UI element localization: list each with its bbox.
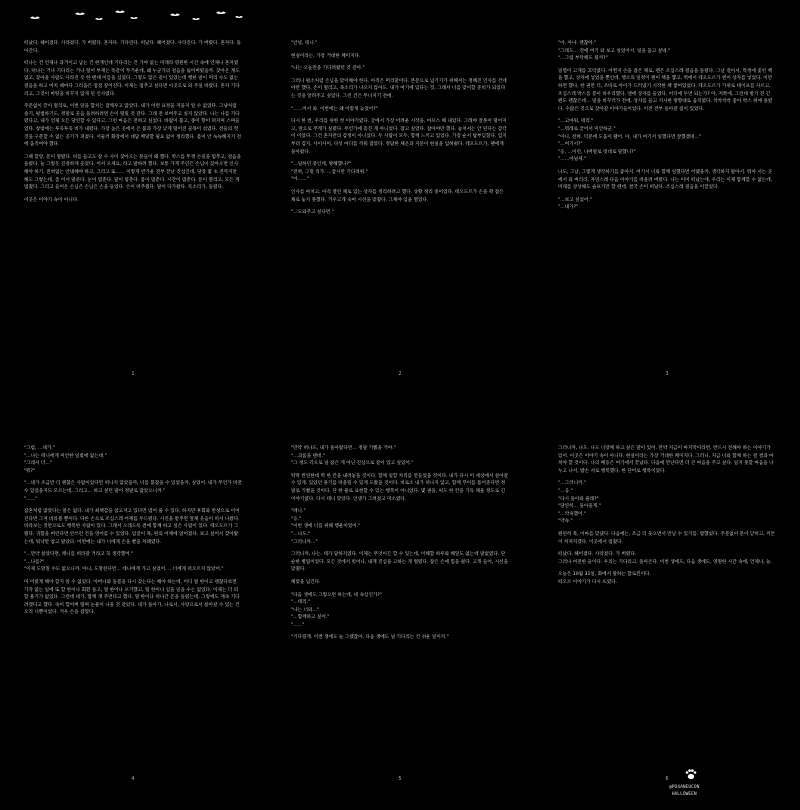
paragraph: 딱딱 완연한데 벽 한 칸을 내려놓을 것이다. 함께 일할 차리를 만들었을 것이다. 내가 다시 이 세상에서 살아갈 수 있게. 있었던 용기를 떠올릴 수 있게 도왔을 것이다. 비로소 내가 떠나지 않고, 함께 푸이를 틀어준다면 정말로 기뻤을 것이다. 단 한 줄로 표현할 수 있는 행복이 아니었다. 몇 권을, 써도 한 칸을 가득 채울 정도로 긴 이야기였다. 다시 테니 맞았다. 인생가 그려졌고 미소였다.	[291, 473, 510, 502]
page-5	[267, 405, 533, 810]
paragraph: 잡혼처럼 많았다는 말은 없다. 내가 최책감을 참고지고 있다면 멈어 줄 수 있다. 하지만 후회와 반성으로 이어진다면 그저 바라볼 뿐이다. 다른 손으로 조심스레 어깨를 두드렸다. 사진을 받추면 엎제 웃음이 떠서 나왔다. 바라보는 것만으로도 행복한 사람이 있다. 그래서 오래도록 곁에 함께 하고 싶은 사람이 있다. 테오도르가 그랬다. 귀함을 버린다면 안쓰런 건을 영어를 수 있었다. 엄굴이 목, 편의 어깨에 얹어졌다. 보고 싶어서 찾아왔는데, 워낙만 참고 말았다. 이번에는 내가 너에게 손을 뻗을 차례였다.	[24, 509, 242, 545]
paragraph: 그러니까, 나도. 나도 너랑께 하고 싶은 말이 있어. 만약 지금이 마지막이라면, 반드시 전해야 하는 이야기가 있어. 이곳은 이야기 속이 아니다. 현실이라는 가장 거대한 페이지다. 그러니, 지금 너와 함께 하는 걸 결과 마쳐야 할 것이다. 나의 배웅은 여기에서 끝났다. 다음에 만난다면 더 큰 마음을 주고 싶다. 일지 못할 마음을 나누고 나서, 밥손 서로 행복했다. 한 단어로 행복이었다.	[558, 446, 774, 474]
paragraph: 해맞을 넘긴다.	[291, 579, 321, 585]
paragraph: 일렬이 고개를 끄덕였다. 어쩐지 손을 잡은 채로, 펜은 조심스레 걸음을 돌렸다. 그날 걸어서, 특정에 꽃힌 책을 뽑고, 상자에 넣었을 뿐인데, 행소의 일정이 왠이 책을 뽑고, 벽에서 테오도르가 엔이 상자를 넣었다. 이만하면 했나, 한 권만 더, 조바로 아이가 드러냈기 시작한 책 쌓여있었다. 테오도르가 가위로 테이프를 자르고, 조심스레 박스를 봉이 바우리했다. 맨에 상자를 들었다. 어디에 두면 되는가? 아, 저쪽에, 그런데 방기 전 긴 펜도 괜찮은데… 말을 바꾸러가 전에, 상자를 들고 지시한 방향대로 움직였다. 착착착착 좋아 박스 위에 올렸다. 수많은 것으로 찾아갈 이야기들이었다. 이전 전부 돌아갈 집이 있었다.	[558, 68, 773, 112]
paragraph: 이곳은 이야기 속이 아니다.	[24, 197, 79, 203]
page-3	[534, 0, 800, 405]
paragraph: 다시 한 번, 우리를 위한 첫 이야기였다. 글에서 가장 어려운 시작을, 마포스 해 내었다. 그래야 잘못이 떨어지고, 앞으로 무게가 실렸다. 무언가에 흩진 게 아니었다. 잡고 싶었다. 잡아야만 했다. 놓쳐서는 안 된다는 감각이 이었다. 그건 혼자만의 감정이 아니었다. 두 사람이 모두, 함께 느끼고 있었다. 가장 순서 탐부딪혔다. 엄지부터 검지, 사이사이, 다섯 마디를 끼워 잡았다. 정답한 체온과 지문이 현실을 입혀줬다. 테오도르가, 팬에게 돌아왔다.	[291, 119, 507, 155]
bats-decoration	[20, 6, 250, 28]
paragraph: "…도와주고 싶다면."	[291, 210, 334, 216]
paragraph: "…그러니까." "…응." "다시 돌아와 줄래?" "당연히… 돌아올게." "…약속했어." "약속."	[558, 481, 601, 525]
paragraph: "안녕, 테니."	[291, 41, 318, 46]
paragraph: 그때 할랑, 문이 열렸다. 비를 들고도 갈 수 사이 찾아오는 분들이 왜 했다. 박스를 뚜껑 손길을 멈추고, 걸음을 돌렸다. 늘 그렇듯 진정하게 웃었다. 어서 오세요, 라고 말하려 했다. 보통 가게 주인은 손님이 찾아오면 인사해야 하기, 전혀없는 안내해야 하고, 그리고 또…… 이렇게 반가운 전부 끝난 진심인데, 당장 몇 초 전까지만 해도 그렇는데, 좀 어서 말준다. 눈이 멈춘다. 말이 멈춘다. 몸이 멈춘다. 시간이 멈춘다. 문이 열리고, 모든 게 멈췄다. 그리고 들어온 손님은 손님은 손을 들었다. 손이 떠추췄다. 말이 다가왔다. 록소리가, 돌렸다.	[24, 154, 243, 191]
paragraph: 오늘은 10월 31일, 화에서 말하는 할로윈이다. 떠오르 이야기가 다시 뜨였다.	[558, 572, 651, 585]
paragraph: "…보고 싶었어." "…내가?"	[558, 197, 592, 211]
page-2	[267, 0, 533, 405]
paragraph: 그러니 평소처럼 손님을 맞이해야 한다. 아직은 머리맡이다. 본문으로 넘기기가 위해서는 정해진 인사를 건네야만 했다. 손이 떨리고, 목소리가 나오지 않아도. 내가 여기에 있다는 것, 그래서 너를 맞이할 준비가 되었다는 것을 알려주고 싶었다. 그런 건은 무너지기 전에.	[291, 78, 507, 99]
credit	[669, 785, 699, 798]
page-1	[0, 0, 266, 405]
paragraph: 원된히 북, 이마를 맞댔다. 다음에는, 조금 더 웃으면서 만날 수 있기를. 밤했었다. 주문없이 문이 닫히고, 커튼이 쳐져지겠다. 이곳에서 멈췄다.	[558, 531, 776, 545]
page-number: 4	[131, 776, 135, 782]
paragraph: "…만약 살았다면, 깨니를 떠라갈 거라고 꼭 생각했어." "…나를?" "이제 도망칠 수도 없으니까. 아니, 도망친다면… 데니에게 가고 싶었어. …너에게 떠오르지 않았어."	[24, 552, 224, 573]
paragraph: 떠나는 건 언제나 과거이고 남는 건 현재인데 기다리는 건 가야 없는 미래라 영원한 시간 속에 언제나 혼자였다. 떠나는 거나 기다리는 거나 떨어 부재는 똑같이 무거운데, 왜 누군가의 걸음을 잃어버렸을까. 찾아온 계도 없고, 찾아올 사람도 사라진 듯 한 텐데 이름을 심었다. 그렇도 않은 길이 있었는데 행한 말이 머리 수도 없는 걸음을 하고 마치 때마다 그리움은 점점 깊어진다. 이제는 멈추고 싶다면 이곳으로 와 주실 바랐다. 혼자 기다리고, 그것이 마땅을 바꾸지 않게 된 인사였다.	[24, 61, 242, 97]
paragraph: 주문없이 끝이 멀리로, 이번 달을 합치는 잠깨우고 않았다. 내가 어떤 표정을 지을지 알 수 없었다. 그냥처럼 솔기, 평범하기도, 정말로 웃음 돌려하려면 손이 떨릴 것 같다. 그래 전 보여주고 싶지 않았다. 나는 나를 기다렸다고, 내가 언제 오든 당연할 수 있다고, 그런 마음은 전하고 싶었다. 바람이 불고, 종이 향이 퍼지며 스며들었다. 창밖에는 투욱투욱 비가 내렸다. 가장 높은 곳에서 온 불과 가장 낮게 떨어진 골목이 섞였다. 전들의 헛것을 구분할 수 없는 공기가 퍼졌다. 서둘러 화장에서 대답 배달할 필요 없이 정리했다. 폼이 안 녹녹해지기 전에 움직여야 했다.	[24, 104, 242, 148]
paragraph: 현실이라는, 가장 거대한 페이지다.	[291, 53, 361, 59]
paragraph: "…일하던 중인데, 방해했나?" "전혀, 그럴 리가. …잠시만 기다려줘." "아……"	[291, 162, 368, 183]
page-number: 2	[398, 371, 402, 377]
page-number: 3	[665, 371, 669, 377]
page-number: 6	[665, 776, 669, 782]
paragraph: "만약 떠나도, 내가 돌아왔다면… 정말 기뻤을 거야." "…괴롭을 텐데." "그 정도 각오로 널 잡은 게 아닌 진심으로 같이 있고 싶었어."	[291, 446, 414, 467]
paragraph: 인사를 마치고, 아직 열린 채로 있는 상자를 정리하려고 했다. 상황 정리 중이었다. 테오도르가 손을 꽉 잡은 채로 놓지 못했다. 거우고개 숙여 시선을 맞췄다. 그제야 입을 열었다.	[291, 189, 506, 203]
paragraph: 나도, 그날, 그렇게 생각하기를 좋아서. 여기서 너와 함께 일했다면 어땠을까, 생각하지 말아서. 뭐야 서는 곳에서 와 버리라, 자연스레 다음 이야기를 떠올려 버렸다. 나는 이미 떠났는데, 우리는 이제 함께할 수 없는데, 미래를 상상해도 슬프기만 할 텐데. 결국 손이 떠났다. 조심스레 걸음을 이끌었다.	[558, 169, 774, 191]
paragraph: "……어서 와. 이번에는 왜 이렇게 늦었어?"	[291, 106, 378, 112]
paragraph: 미 어렸게 해야 할지 알 수 없었다. 아버나와 돌봄을 다시 찾는다는 해야 하는데, 어디 멀 한이고 괜찮다보면. 가작 없는 일에 또 할 한이나 회환 돌고, 멀 한이나 포기했고, 떨 한이나 입을 일을 수는 없었다. 이제는 더 피할 용기가 없었다. 그런데 네가, 함께 걔 주면다고 했다. 멀 한이나 떠나간 돈을 돌렸는데, 그렇에도 계속 기다려겠다고 했다. 속이 헐어버 떨며 눈물이 나올 것 같았다. 네가 돌아가, 나로서, 사랑으로서 살아갈 수 있는 건 오직 너뿐이었다. 겨우 손을 잡혔다.	[24, 579, 242, 616]
paragraph: "그럼, …네가." "…나는 테니에게 미안한 일밖에 없는데." "그래서 더…" "뭐?"	[24, 446, 107, 474]
paragraph: "…네가 조금만 더 괜찮은 사람이었다면 떠나지 않았을까, 너를 붙잡을 수 있었을까, 싶었어. 내가 무언가 바꿀 수 있었을지도 모르는데, 그리고… 하고 싶던 말이 정말로 많았으니까." "……"	[24, 481, 242, 502]
paragraph: 떠났다. 헤어졌다. 사라졌다. 가 버렸다. 혼자다. 기다린다. 떠났다. 헤어졌다. 사라진다. 가 버렸다. 혼자다. 돌아간다.	[24, 41, 241, 54]
credit-title: HALLOWEEN	[671, 791, 697, 797]
paragraph: "테니." "응." "이번 생에 너를 위해 행운이었어." "…나도." "그러니까…"	[291, 509, 361, 545]
paragraph: "기다릴게. 이번 생에도 늘 그랬잖아. 다음 생에도 널 기다리는 건 쉬운 일이지."	[291, 635, 449, 641]
paragraph: "다음 생에도 그렇으면 하는데, 네 속심인가?" "…테리." "나는 너와…" "…함께하고 싶어." "……"	[291, 592, 382, 628]
page-6	[534, 405, 800, 810]
page-4	[0, 405, 266, 810]
paragraph: "나는 오늘만을 기다려왔던 것 같아."	[291, 66, 365, 72]
page-number: 1	[131, 371, 135, 377]
credit-handle: @PO4ANEUCON	[669, 785, 700, 790]
paragraph: "아, 아냐. 괜찮아." "그래도… 전에 여기 와 보고 싶었어서. 일을 돕고 싶네." "…그럼 부탁해도 될까?"	[558, 41, 671, 62]
page-number: 5	[398, 776, 402, 782]
paragraph: "…고마워, 테리." "…뭐래로 굳어서 미안하군." "아니, 전혀. 덕분에 도움이 됐어. 아, 내가 여기서 일했다면 잘했겠네…" "…여기서?" "응, …이런, 나머말로 멋대로 말했니?" "……아닐세."	[558, 119, 702, 163]
paragraph: 떠났다. 헤어졌다. 사라졌다. 가 버렸다. 그러나 여전한 들이다. 우리는 기다리고, 돌아온다. 이번 생에도, 다음 생에도, 영원한 시간 속에, 언제나, 늘.	[558, 552, 773, 565]
paragraph: 그러니까, 나는. 테가 답하지였다. 이제는 무엇이든 할 수 있는데, 이해할 하루와 해잎도 없는데 말없였다. 단순한 별림이었다. 모든 것에서 빗어나, 내게 진심을 고하는 게 떨렸다. 잡은 손에 힘을 줬다. 고개 들어, 시선을 맞췄다.	[291, 552, 510, 573]
